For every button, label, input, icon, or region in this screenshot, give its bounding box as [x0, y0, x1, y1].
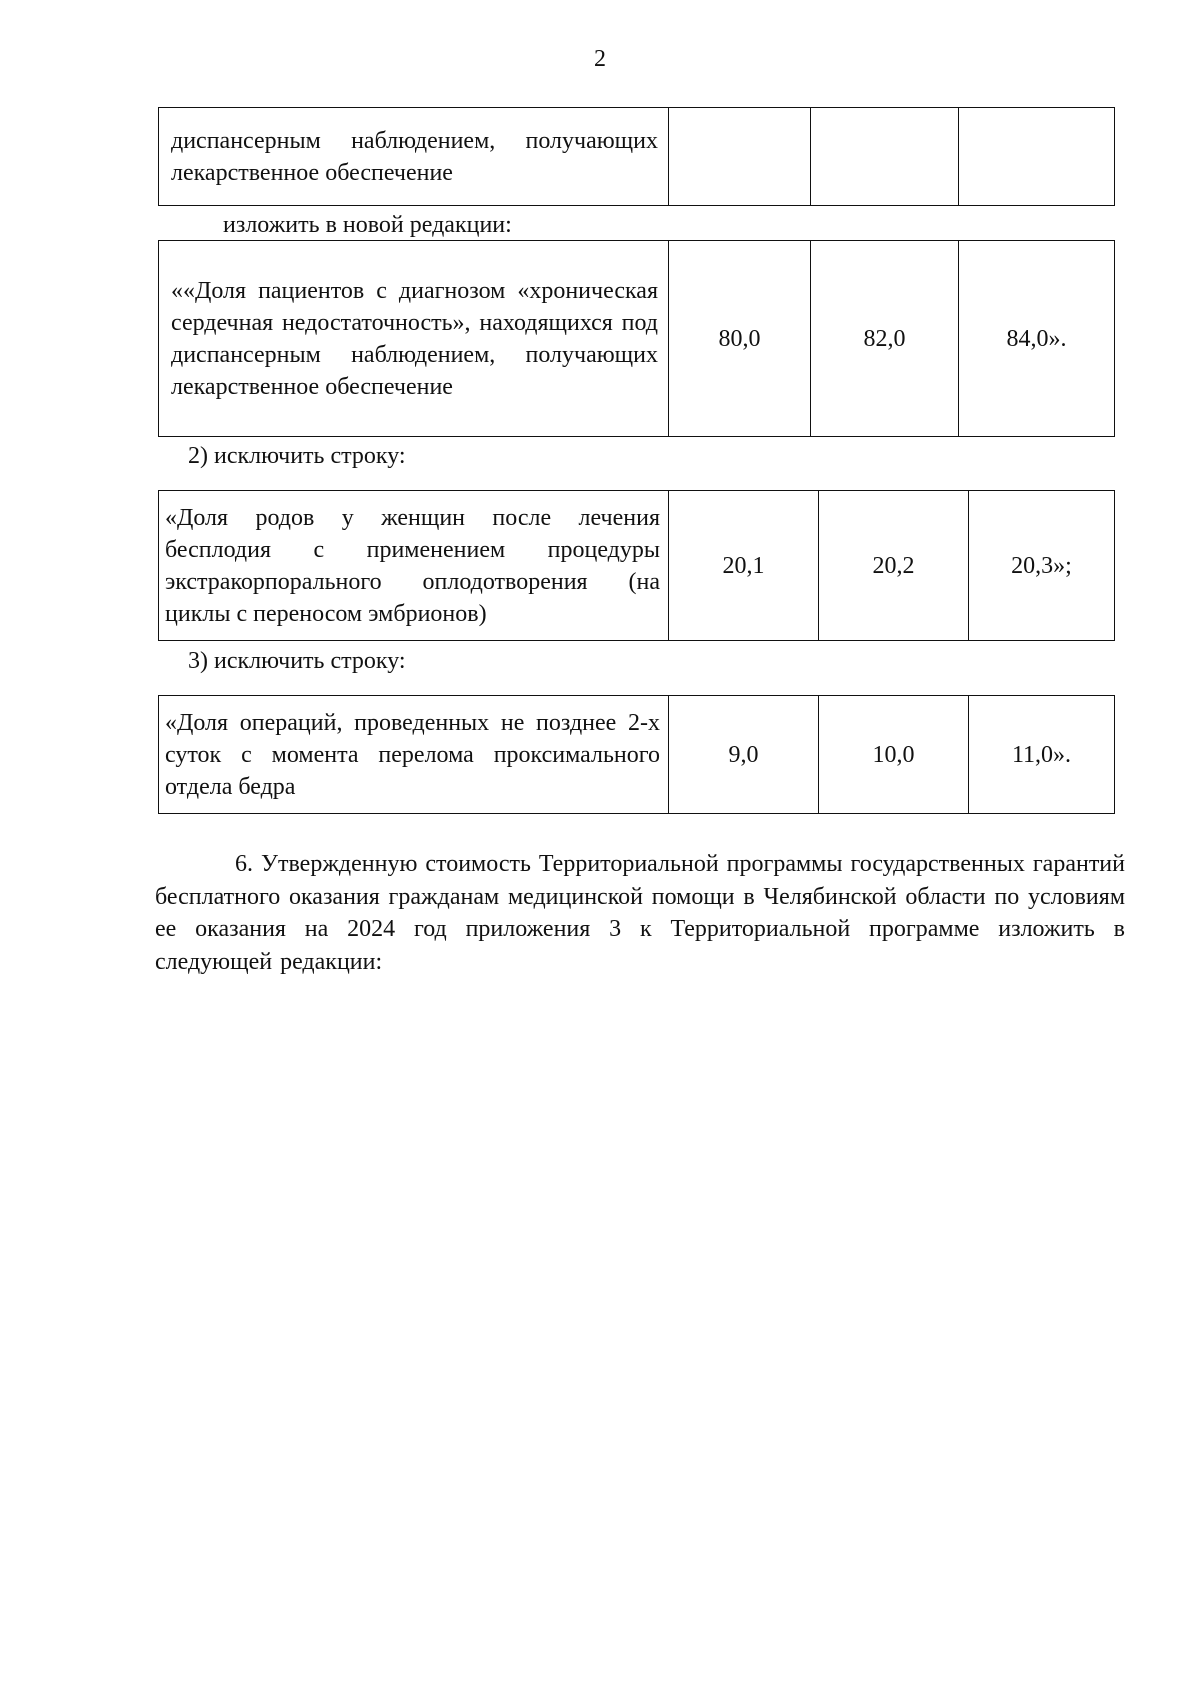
value-cell: 10,0 [819, 696, 969, 814]
page-number: 2 [594, 46, 606, 72]
value-cell: 20,3»; [969, 491, 1115, 641]
value-cell [959, 108, 1115, 206]
value-cell [811, 108, 959, 206]
value-cell: 80,0 [669, 241, 811, 437]
value-cell: 20,1 [669, 491, 819, 641]
table-row [159, 108, 1115, 206]
value-cell: 11,0». [969, 696, 1115, 814]
table-excluded-row-hip-fracture [158, 695, 1115, 814]
indicator-description: ««Доля пациентов с диагнозом «хроническая сердечная недостаточность», находящихся под диспансерным наблюдением, получающих лекарственное обеспечение [159, 241, 669, 437]
instruction-new-edition: изложить в новой редакции: [223, 212, 512, 238]
indicator-description: «Доля операций, проведенных не позднее 2-х суток с момента перелома проксимального отдела бедра [159, 696, 669, 814]
instruction-exclude-row: 3) исключить строку: [188, 648, 406, 674]
indicator-description: диспансерным наблюдением, получающих лекарственное обеспечение [159, 108, 669, 206]
indicator-description: «Доля родов у женщин после лечения бесплодия с применением процедуры экстракорпорального оплодотворения (на циклы с переносом эмбрионов) [159, 491, 669, 641]
table-row [159, 241, 1115, 437]
value-cell: 9,0 [669, 696, 819, 814]
value-cell: 20,2 [819, 491, 969, 641]
value-cell: 82,0 [811, 241, 959, 437]
table-row [159, 696, 1115, 814]
table-row [159, 491, 1115, 641]
paragraph-6: 6. Утвержденную стоимость Территориальной программы государственных гарантий бесплатного оказания гражданам медицинской помощи в Челябинской области по условиям ее оказания на 2024 год приложения 3 к Территориальной программе изложить в следующей редакции: [155, 851, 1125, 975]
value-cell [669, 108, 811, 206]
table-new-edition-row [158, 240, 1115, 437]
value-cell: 84,0». [959, 241, 1115, 437]
table-continued-row [158, 107, 1115, 206]
table-excluded-row-ivf [158, 490, 1115, 641]
instruction-exclude-row: 2) исключить строку: [188, 443, 406, 469]
